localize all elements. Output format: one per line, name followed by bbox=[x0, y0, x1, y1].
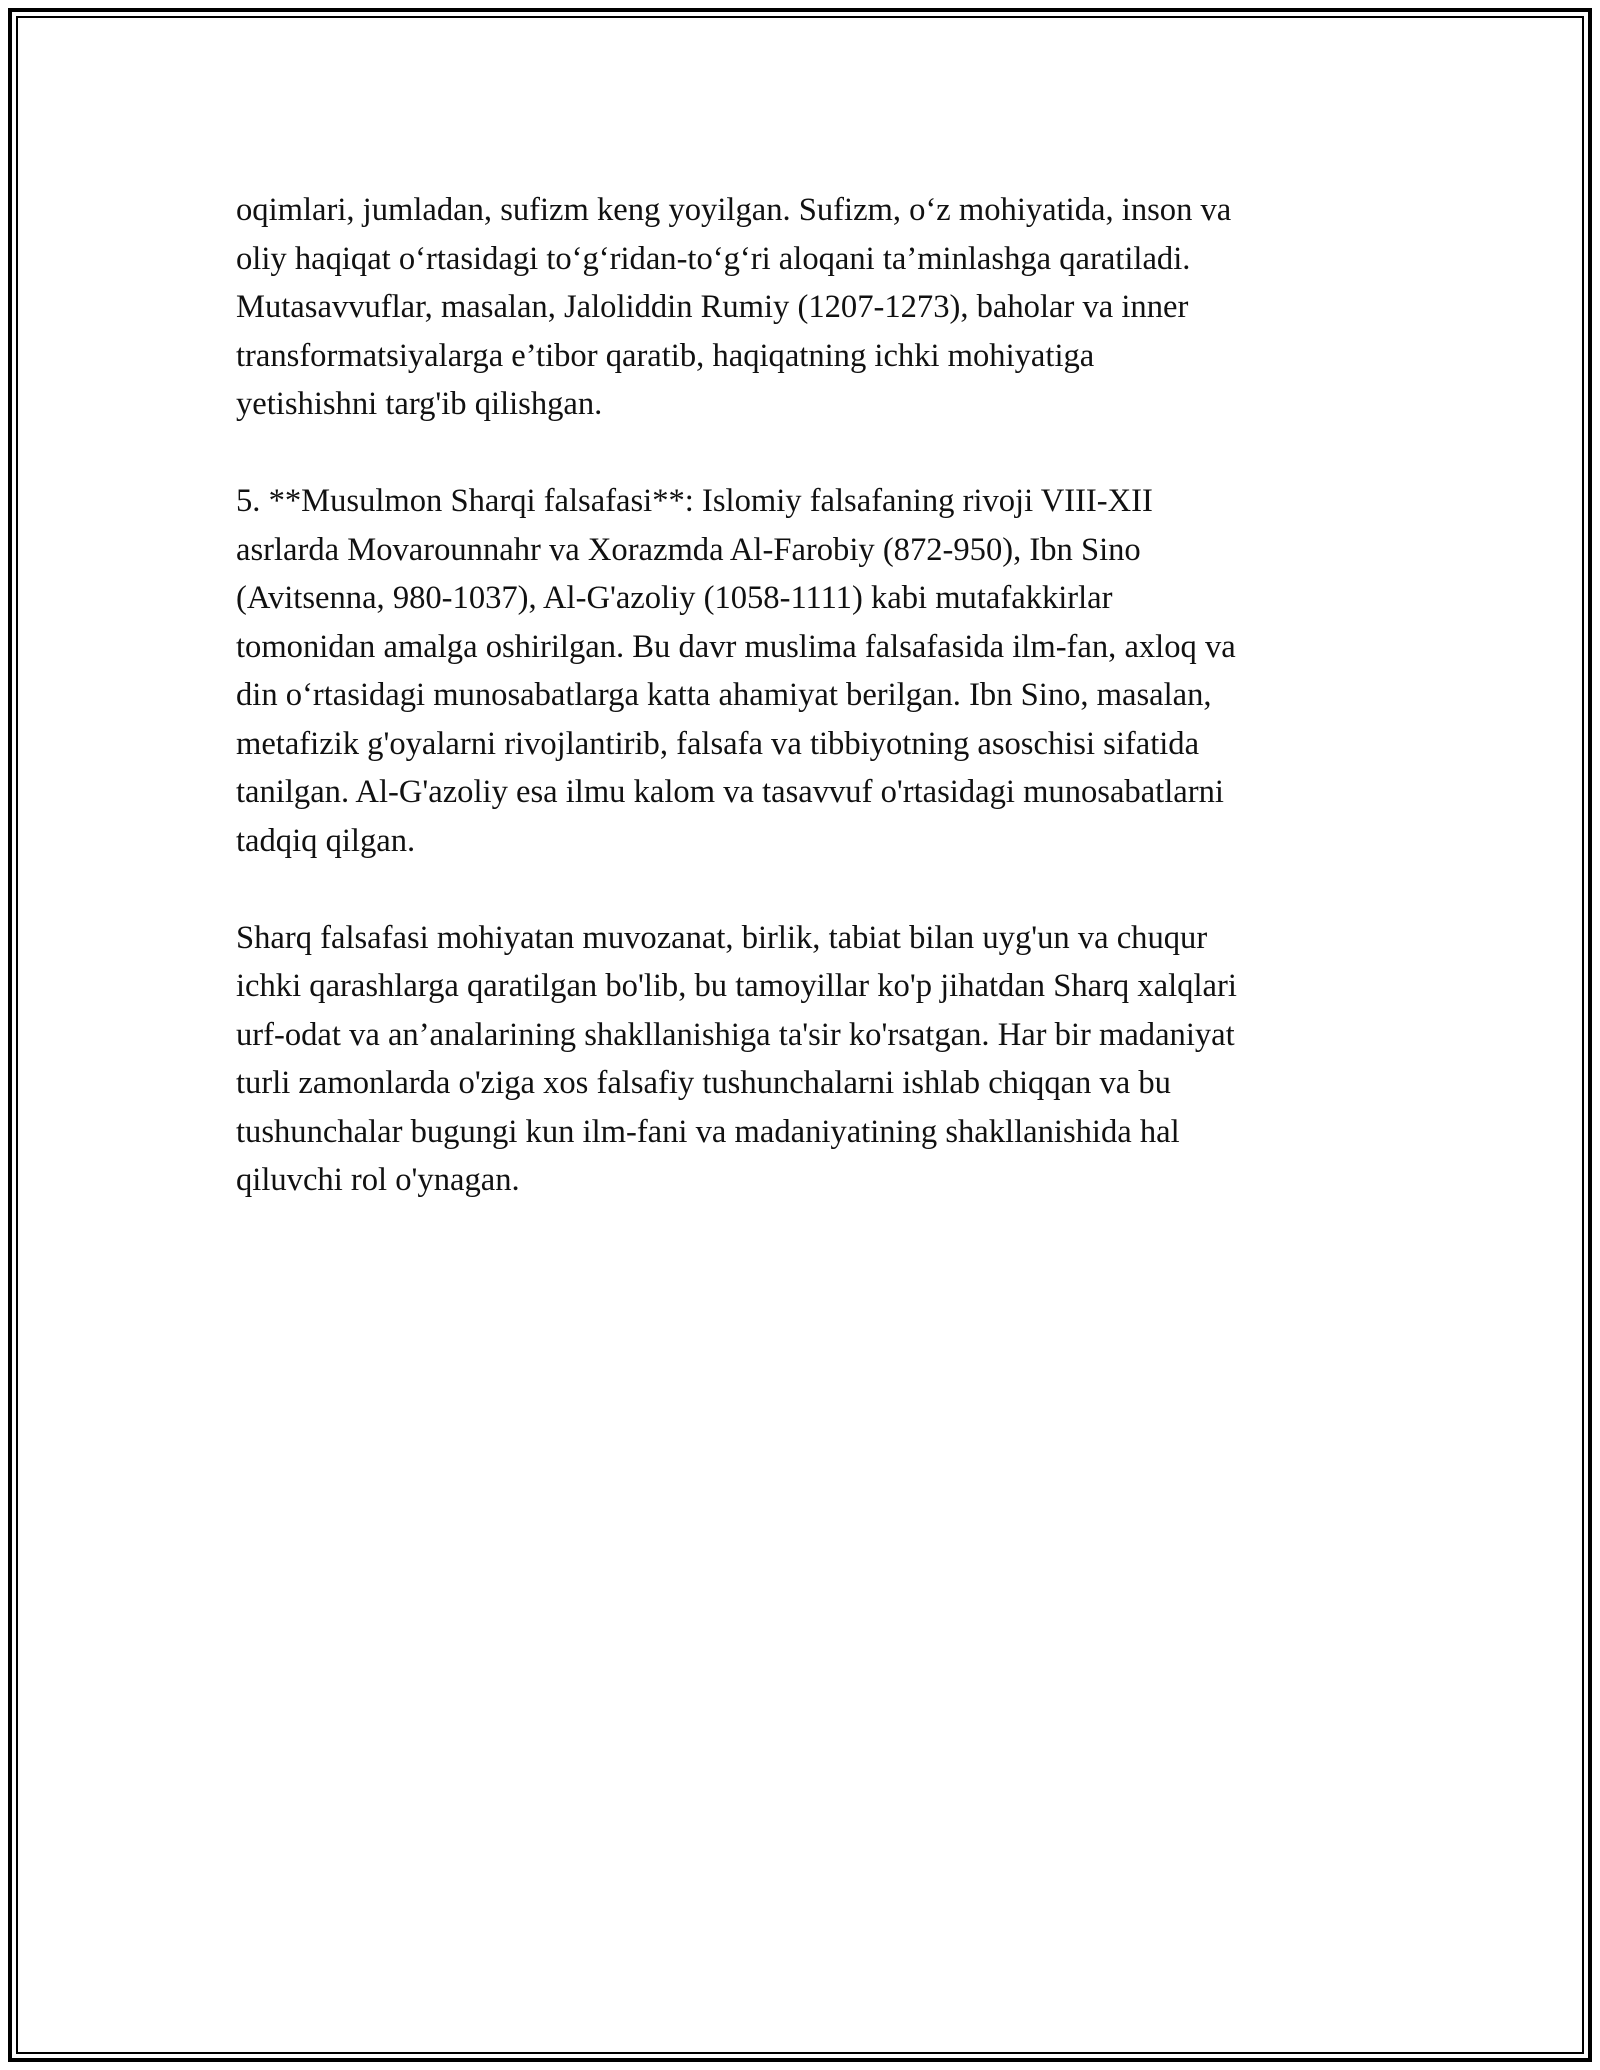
text-line: oliy haqiqat o‘rtasidagi to‘g‘ridan-to‘g‘ri aloqani ta’minlashga qaratiladi. bbox=[236, 240, 1191, 277]
text-line: 5. **Musulmon Sharqi falsafasi**: Islomiy falsafaning rivoji VIII-XII bbox=[236, 483, 1153, 519]
text-line: asrlarda Movarounnahr va Xorazmda Al-Farobiy (872-950), Ibn Sino bbox=[236, 531, 1141, 568]
text-line: tanilgan. Al-G'azoliy esa ilmu kalom va tasavvuf o'rtasidagi munosabatlarni bbox=[236, 774, 1224, 810]
text-line: yetishishni targ'ib qilishgan. bbox=[236, 386, 603, 422]
text-line: Sharq falsafasi mohiyatan muvozanat, birlik, tabiat bilan uyg'un va chuqur bbox=[236, 919, 1208, 956]
text-line: qiluvchi rol o'ynagan. bbox=[236, 1162, 520, 1198]
paragraph-conclusion bbox=[236, 914, 1366, 1205]
text-line: (Avitsenna, 980-1037), Al-G'azoliy (1058-1111) kabi mutafakkirlar bbox=[236, 580, 1113, 616]
text-line: transformatsiyalarga e’tibor qaratib, haqiqatning ichki mohiyatiga bbox=[236, 337, 1095, 374]
text-line: Mutasavvuflar, masalan, Jaloliddin Rumiy (1207-1273), baholar va inner bbox=[236, 289, 1189, 325]
text-line: turli zamonlarda o'ziga xos falsafiy tushunchalarni ishlab chiqqan va bu bbox=[236, 1065, 1171, 1101]
text-line: metafizik g'oyalarni rivojlantirib, falsafa va tibbiyotning asoschisi sifatida bbox=[236, 725, 1200, 762]
text-line: ichki qarashlarga qaratilgan bo'lib, bu tamoyillar ko'p jihatdan Sharq xalqlari bbox=[236, 968, 1237, 1004]
text-line: tushunchalar bugungi kun ilm-fani va madaniyatining shakllanishida hal bbox=[236, 1113, 1180, 1150]
text-line: tomonidan amalga oshirilgan. Bu davr muslima falsafasida ilm-fan, axloq va bbox=[236, 628, 1236, 665]
text-line: oqimlari, jumladan, sufizm keng yoyilgan. Sufizm, o‘z mohiyatida, inson va bbox=[236, 192, 1232, 228]
paragraph-spacer bbox=[236, 865, 1366, 914]
paragraph-sufism bbox=[236, 186, 1366, 429]
document-body bbox=[236, 186, 1366, 1205]
text-line: urf-odat va an’analarining shakllanishiga ta'sir ko'rsatgan. Har bir madaniyat bbox=[236, 1016, 1235, 1053]
paragraph-spacer bbox=[236, 429, 1366, 478]
paragraph-muslim-east-philosophy bbox=[236, 477, 1366, 865]
text-line: tadqiq qilgan. bbox=[236, 822, 416, 859]
text-line: din o‘rtasidagi munosabatlarga katta ahamiyat berilgan. Ibn Sino, masalan, bbox=[236, 677, 1212, 713]
